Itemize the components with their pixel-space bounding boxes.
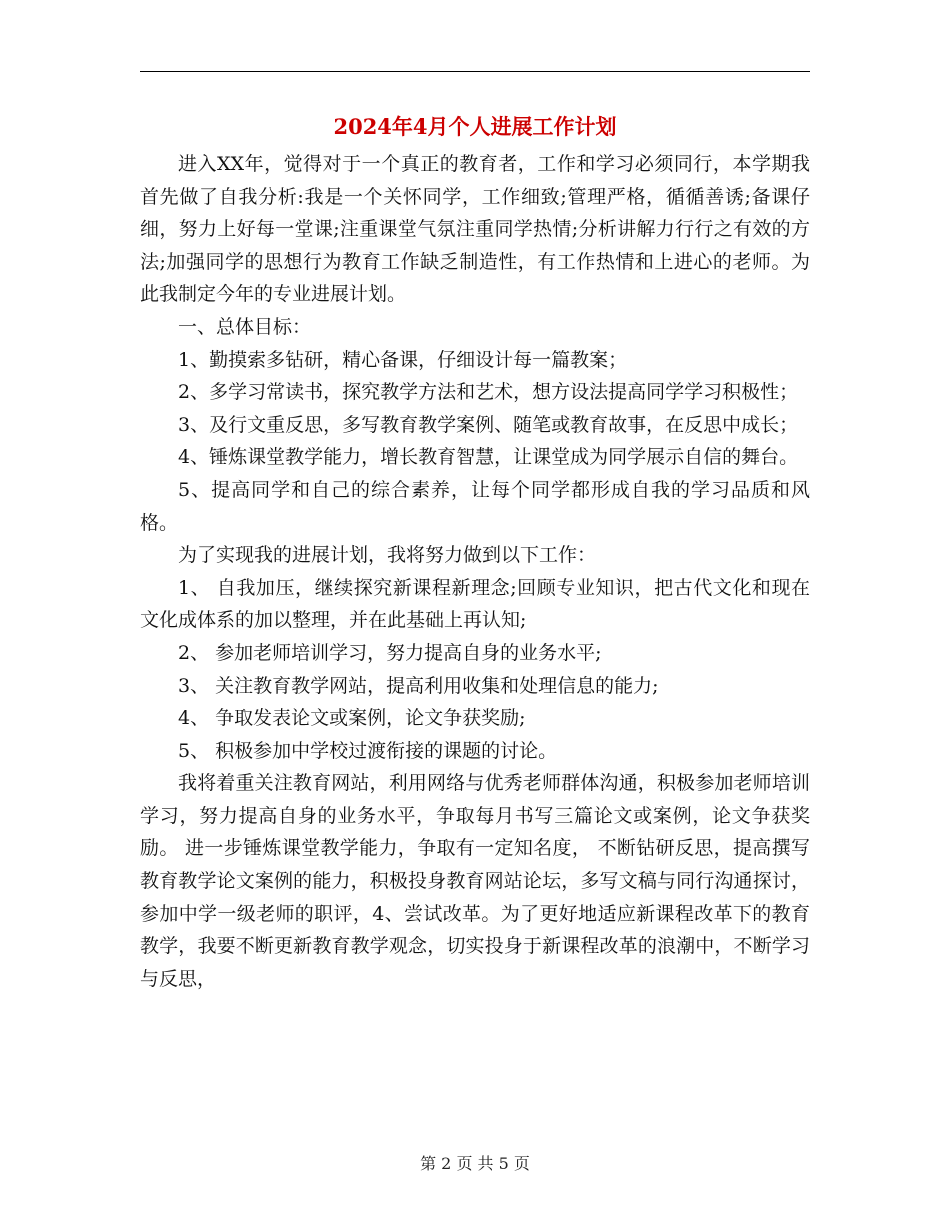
paragraph-work-3: 3、 关注教育教学网站，提高利用收集和处理信息的能力; [178, 674, 659, 697]
paragraph-goal-1: 1、勤摸索多钻研，精心备课，仔细设计每一篇教案； [178, 348, 628, 371]
paragraph-goal-3: 3、及行文重反思，多写教育教学案例、随笔或教育故事，在反思中成长； [178, 413, 799, 436]
paragraph-intro: 进入XX年，觉得对于一个真正的教育者，工作和学习必须同行，本学期我首先做了自我分析:我是一个关怀同学，工作细致;管理严格，循循善诱;备课仔细，努力上好每一堂课;注重课堂气氛注重同学热情;分析讲解力行行之有效的方法;加强同学的思想行为教育工作缺乏制造性，有工作热情和上进心的老师。为此我制定今年的专业进展计划。 [140, 153, 810, 306]
document-body [140, 148, 810, 995]
header-rule [140, 71, 810, 72]
paragraph-work-4: 4、 争取发表论文或案例，论文争获奖励; [178, 707, 526, 730]
paragraph-closing: 我将着重关注教育网站，利用网络与优秀老师群体沟通，积极参加老师培训学习，努力提高自身的业务水平，争取每月书写三篇论文或案例，论文争获奖励。 进一步锤炼课堂教学能力，争取有一定知名度， 不断钻研反思，提高撰写教育教学论文案例的能力，积极投身教育网站论坛，多写文稿与同行沟通探讨， 参加中学一级老师的职评，4、尝试改革。为了更好地适应新课程改革下的教育教学，我要不断更新教育教学观念，切实投身于新课程改革的浪潮中，不断学习与反思， [140, 772, 810, 990]
paragraph-work-1: 1、 自我加压，继续探究新课程新理念;回顾专业知识，把古代文化和现在文化成体系的加以整理，并在此基础上再认知; [140, 576, 810, 632]
document-title: 2024年4月个人进展工作计划 [333, 114, 617, 139]
paragraph-work-intro: 为了实现我的进展计划，我将努力做到以下工作： [178, 544, 597, 567]
paragraph-goal-2: 2、多学习常读书，探究教学方法和艺术，想方设法提高同学学习积极性； [178, 381, 799, 404]
paragraph-goal-5: 5、提高同学和自己的综合素养，让每个同学都形成自我的学习品质和风格。 [140, 478, 810, 534]
page-footer: 第 2 页 共 5 页 [420, 1154, 530, 1173]
paragraph-goal-4: 4、锤炼课堂教学能力，增长教育智慧，让课堂成为同学展示自信的舞台。 [178, 446, 799, 469]
paragraph-section-heading: 一、总体目标： [178, 315, 312, 338]
paragraph-work-2: 2、 参加老师培训学习，努力提高自身的业务水平; [178, 641, 602, 664]
paragraph-work-5: 5、 积极参加中学校过渡衔接的课题的讨论。 [178, 739, 558, 762]
